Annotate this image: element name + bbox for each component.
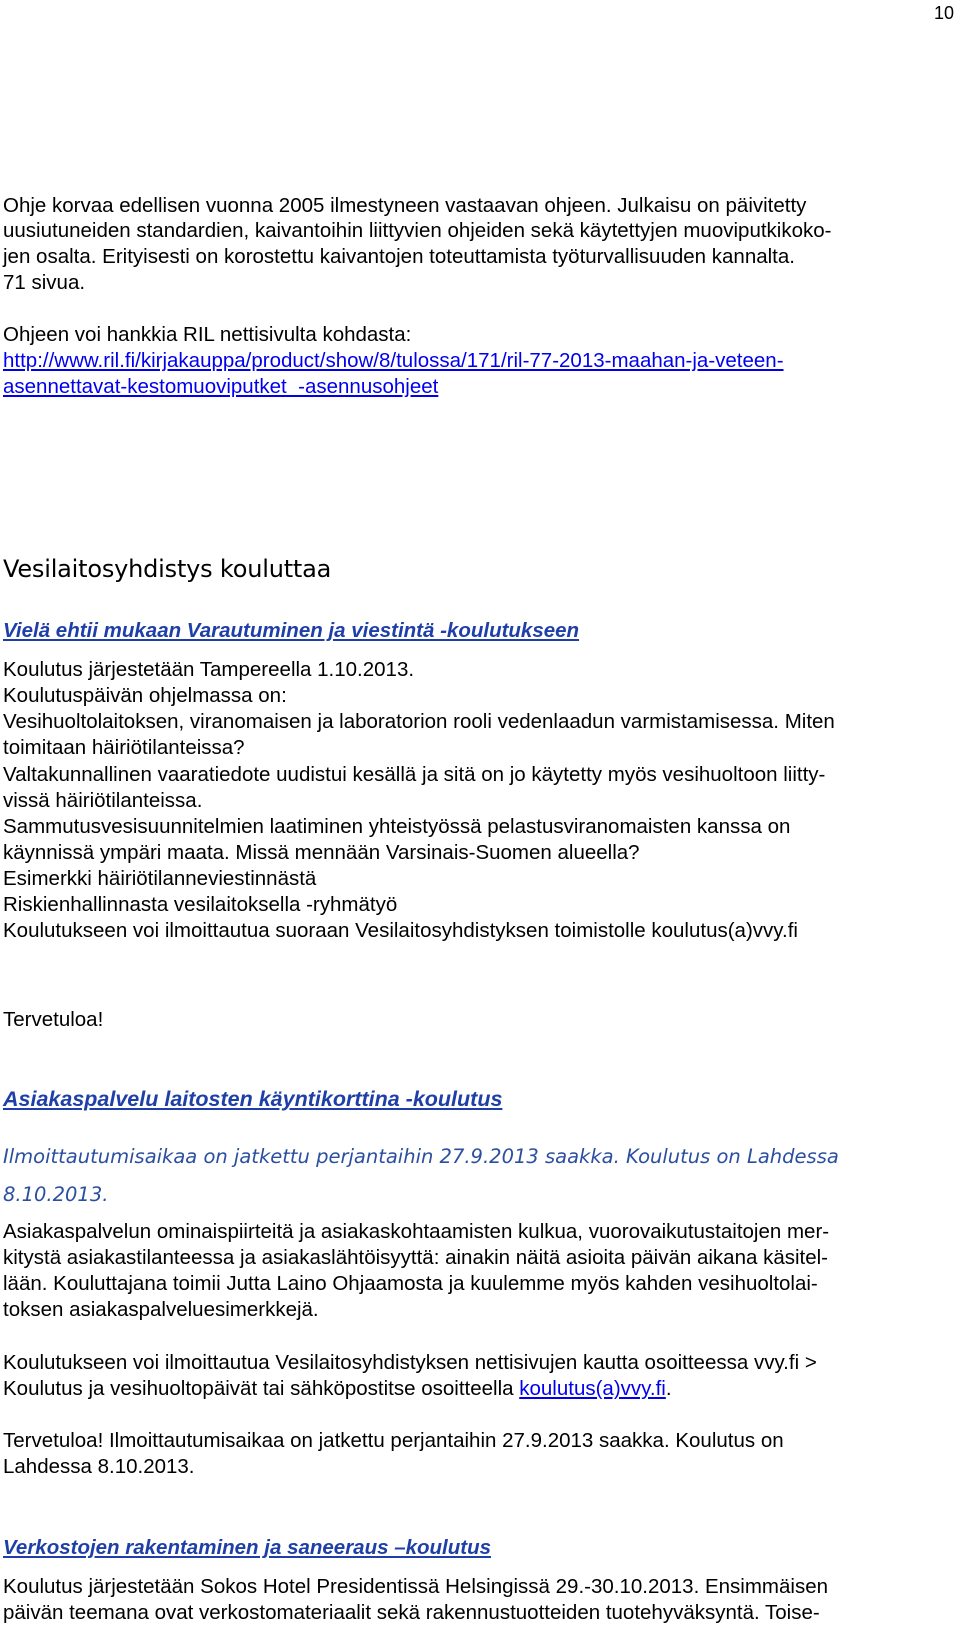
registration-extended-note: 8.10.2013. <box>3 1183 109 1206</box>
text-line: Valtakunnallinen vaaratiedote uudistui kesällä ja sitä on jo käytetty myös vesihuoltoon liitty- <box>3 763 826 786</box>
text-line: päivän teemana ovat verkostomateriaalit sekä rakennustuotteiden tuotehyväksyntä. Toise- <box>3 1601 820 1624</box>
text-line: Sammutusvesisuunnitelmien laatiminen yhteistyössä pelastusviranomaisten kanssa on <box>3 815 791 838</box>
text-line: jen osalta. Erityisesti on korostettu kaivantojen toteuttamista työturvallisuuden kannalta. <box>3 245 795 268</box>
text-line: Lahdessa 8.10.2013. <box>3 1455 195 1478</box>
text-line: Koulutus järjestetään Tampereella 1.10.2013. <box>3 658 415 681</box>
email-link[interactable]: koulutus(a)vvy.fi <box>519 1377 666 1400</box>
text-line: kitystä asiakastilanteessa ja asiakaslähtöisyyttä: ainakin näitä asioita päivän aikana käsitel- <box>3 1246 829 1269</box>
text-line: Vesihuoltolaitoksen, viranomaisen ja laboratorion rooli vedenlaadun varmistamisessa. Miten <box>3 710 835 733</box>
text-segment: . <box>665 1377 672 1400</box>
text-line: Asiakaspalvelun ominaispiirteitä ja asiakaskohtaamisten kulkua, vuorovaikutustaitojen mer- <box>3 1220 830 1243</box>
section-heading: Vesilaitosyhdistys kouluttaa <box>3 555 332 583</box>
text-line: käynnissä ympäri maata. Missä mennään Varsinais-Suomen alueella? <box>3 841 640 864</box>
ril-url-link-continued[interactable]: asennettavat-kestomuoviputket_-asennusohjeet <box>3 375 439 398</box>
text-line: toimitaan häiriötilanteissa? <box>3 736 245 759</box>
ril-url-link[interactable]: http://www.ril.fi/kirjakauppa/product/show/8/tulossa/171/ril-77-2013-maahan-ja-veteen- <box>3 349 784 372</box>
text-line: Riskienhallinnasta vesilaitoksella -ryhmätyö <box>3 893 398 916</box>
text-segment: Koulutus ja vesihuoltopäivät tai sähköpostitse osoitteella <box>3 1377 520 1400</box>
text-line: Koulutus järjestetään Sokos Hotel Presidentissä Helsingissä 29.-30.10.2013. Ensimmäisen <box>3 1575 829 1598</box>
welcome-text: Tervetuloa! <box>3 1008 104 1031</box>
text-line: toksen asiakaspalveluesimerkkejä. <box>3 1298 319 1321</box>
text-line: Koulutuspäivän ohjelmassa on: <box>3 684 287 707</box>
text-line: uusiutuneiden standardien, kaivantoihin liittyvien ohjeiden sekä käytettyjen muoviputkikoko- <box>3 219 832 242</box>
text-line: Esimerkki häiriötilanneviestinnästä <box>3 867 317 890</box>
text-line: 71 sivua. <box>3 271 86 294</box>
registration-extended-note: Ilmoittautumisaikaa on jatkettu perjantaihin 27.9.2013 saakka. Koulutus on Lahdessa <box>3 1145 839 1168</box>
text-line: Koulutukseen voi ilmoittautua suoraan Vesilaitosyhdistyksen toimistolle koulutus(a)vvy.fi <box>3 919 798 942</box>
text-line: lään. Kouluttajana toimii Jutta Laino Ohjaamosta ja kuulemme myös kahden vesihuoltolai- <box>3 1272 818 1295</box>
course-title-varautuminen[interactable]: Vielä ehtii mukaan Varautuminen ja viestintä -koulutukseen <box>3 619 580 642</box>
text-line: Koulutukseen voi ilmoittautua Vesilaitosyhdistyksen nettisivujen kautta osoitteessa vvy.fi > <box>3 1351 817 1374</box>
text-line <box>3 1376 672 1402</box>
text-line: Ohjeen voi hankkia RIL nettisivulta kohdasta: <box>3 323 412 346</box>
course-title-verkostojen[interactable]: Verkostojen rakentaminen ja saneeraus –koulutus <box>3 1536 492 1559</box>
course-title-asiakaspalvelu[interactable]: Asiakaspalvelu laitosten käyntikorttina -koulutus <box>3 1087 503 1111</box>
text-line: Tervetuloa! Ilmoittautumisaikaa on jatkettu perjantaihin 27.9.2013 saakka. Koulutus on <box>3 1429 784 1452</box>
page-number: 10 <box>933 3 954 23</box>
text-line: vissä häiriötilanteissa. <box>3 789 203 812</box>
text-line: Ohje korvaa edellisen vuonna 2005 ilmestyneen vastaavan ohjeen. Julkaisu on päivitetty <box>3 194 807 217</box>
